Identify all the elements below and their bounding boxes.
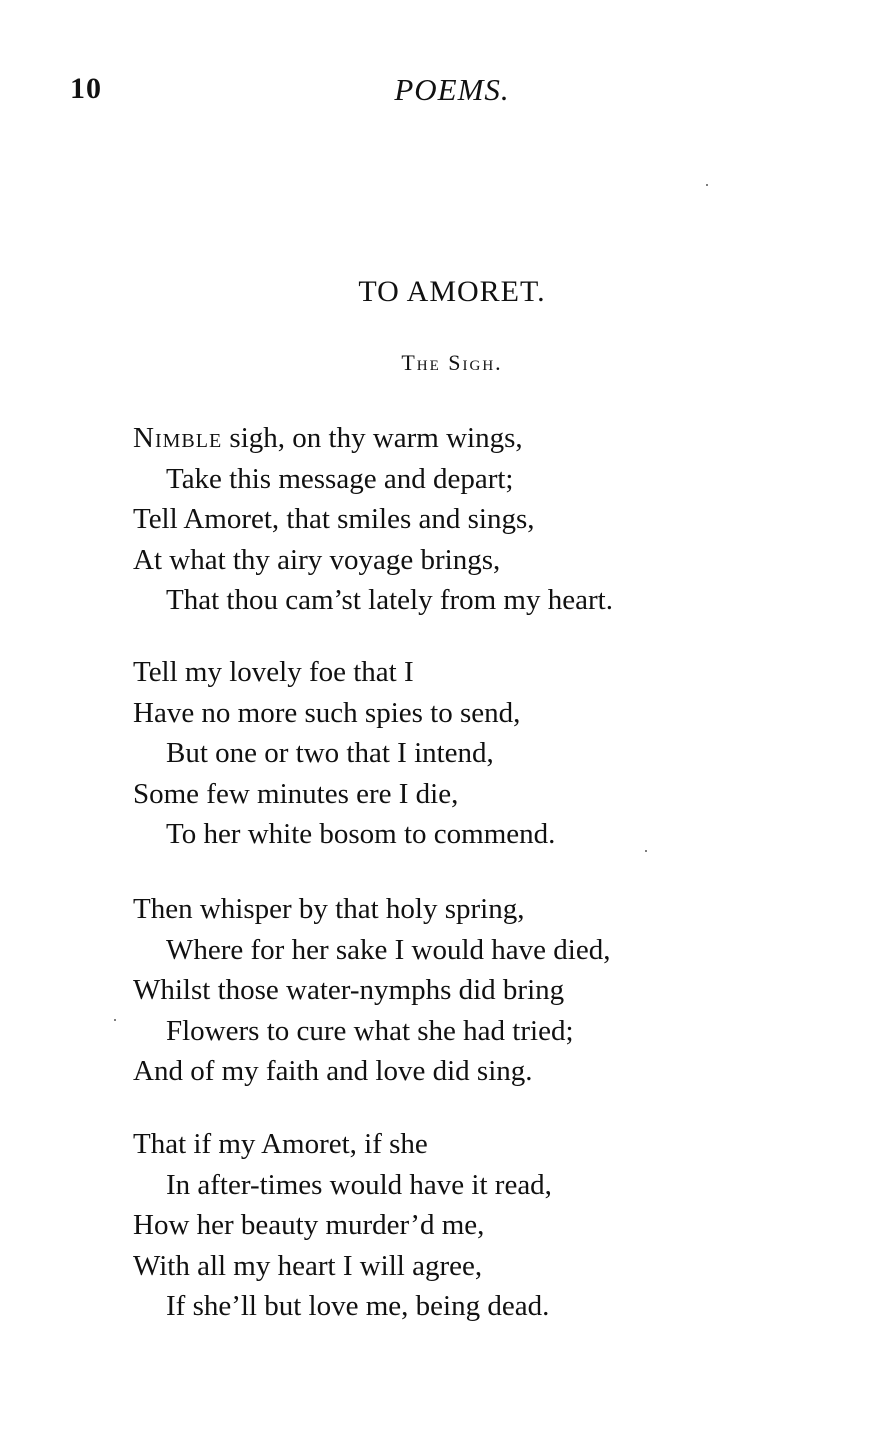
poem-line: Where for her sake I would have died, — [166, 933, 611, 966]
poem-line: In after-times would have it read, — [166, 1168, 552, 1201]
poem-line: Take this message and depart; — [166, 462, 514, 495]
stanza-1 — [133, 418, 833, 621]
poem-line: That thou cam’st lately from my heart. — [166, 584, 613, 616]
poem-line: That if my Amoret, if she — [133, 1128, 428, 1160]
poem-line: Have no more such spies to send, — [133, 696, 521, 729]
poem-line: Tell Amoret, that smiles and sings, — [133, 503, 535, 535]
poem-line: To her white bosom to commend. — [166, 818, 556, 850]
stanza-3 — [133, 889, 833, 1092]
print-speck — [114, 1019, 116, 1021]
poem-line: And of my faith and love did sing. — [133, 1055, 533, 1087]
print-speck — [706, 184, 708, 186]
poem-line: Some few minutes ere I die, — [133, 777, 459, 810]
poem-line — [133, 418, 833, 459]
poem-line: How her beauty murder’d me, — [133, 1209, 485, 1241]
poem-line: If she’ll but love me, being dead. — [166, 1290, 550, 1322]
running-head: POEMS. — [394, 72, 510, 107]
poem-line: At what thy airy voyage brings, — [133, 543, 501, 576]
poem-line: Whilst those water-nymphs did bring — [133, 974, 565, 1006]
opening-word: Nimble — [133, 422, 223, 454]
poem-title: TO AMORET. — [358, 275, 546, 308]
stanza-2 — [133, 652, 833, 855]
poem-line: Tell my lovely foe that I — [133, 656, 414, 688]
poem-line-text: sigh, on thy warm wings, — [222, 422, 523, 454]
poem-line: But one or two that I intend, — [166, 737, 494, 769]
poem-subtitle: The Sigh. — [401, 350, 503, 375]
poem-line: Flowers to cure what she had tried; — [166, 1014, 574, 1047]
poem-line: Then whisper by that holy spring, — [133, 893, 525, 925]
print-speck — [645, 850, 647, 852]
page-number: 10 — [70, 72, 102, 105]
poem-line: With all my heart I will agree, — [133, 1249, 483, 1282]
stanza-4 — [133, 1124, 833, 1327]
